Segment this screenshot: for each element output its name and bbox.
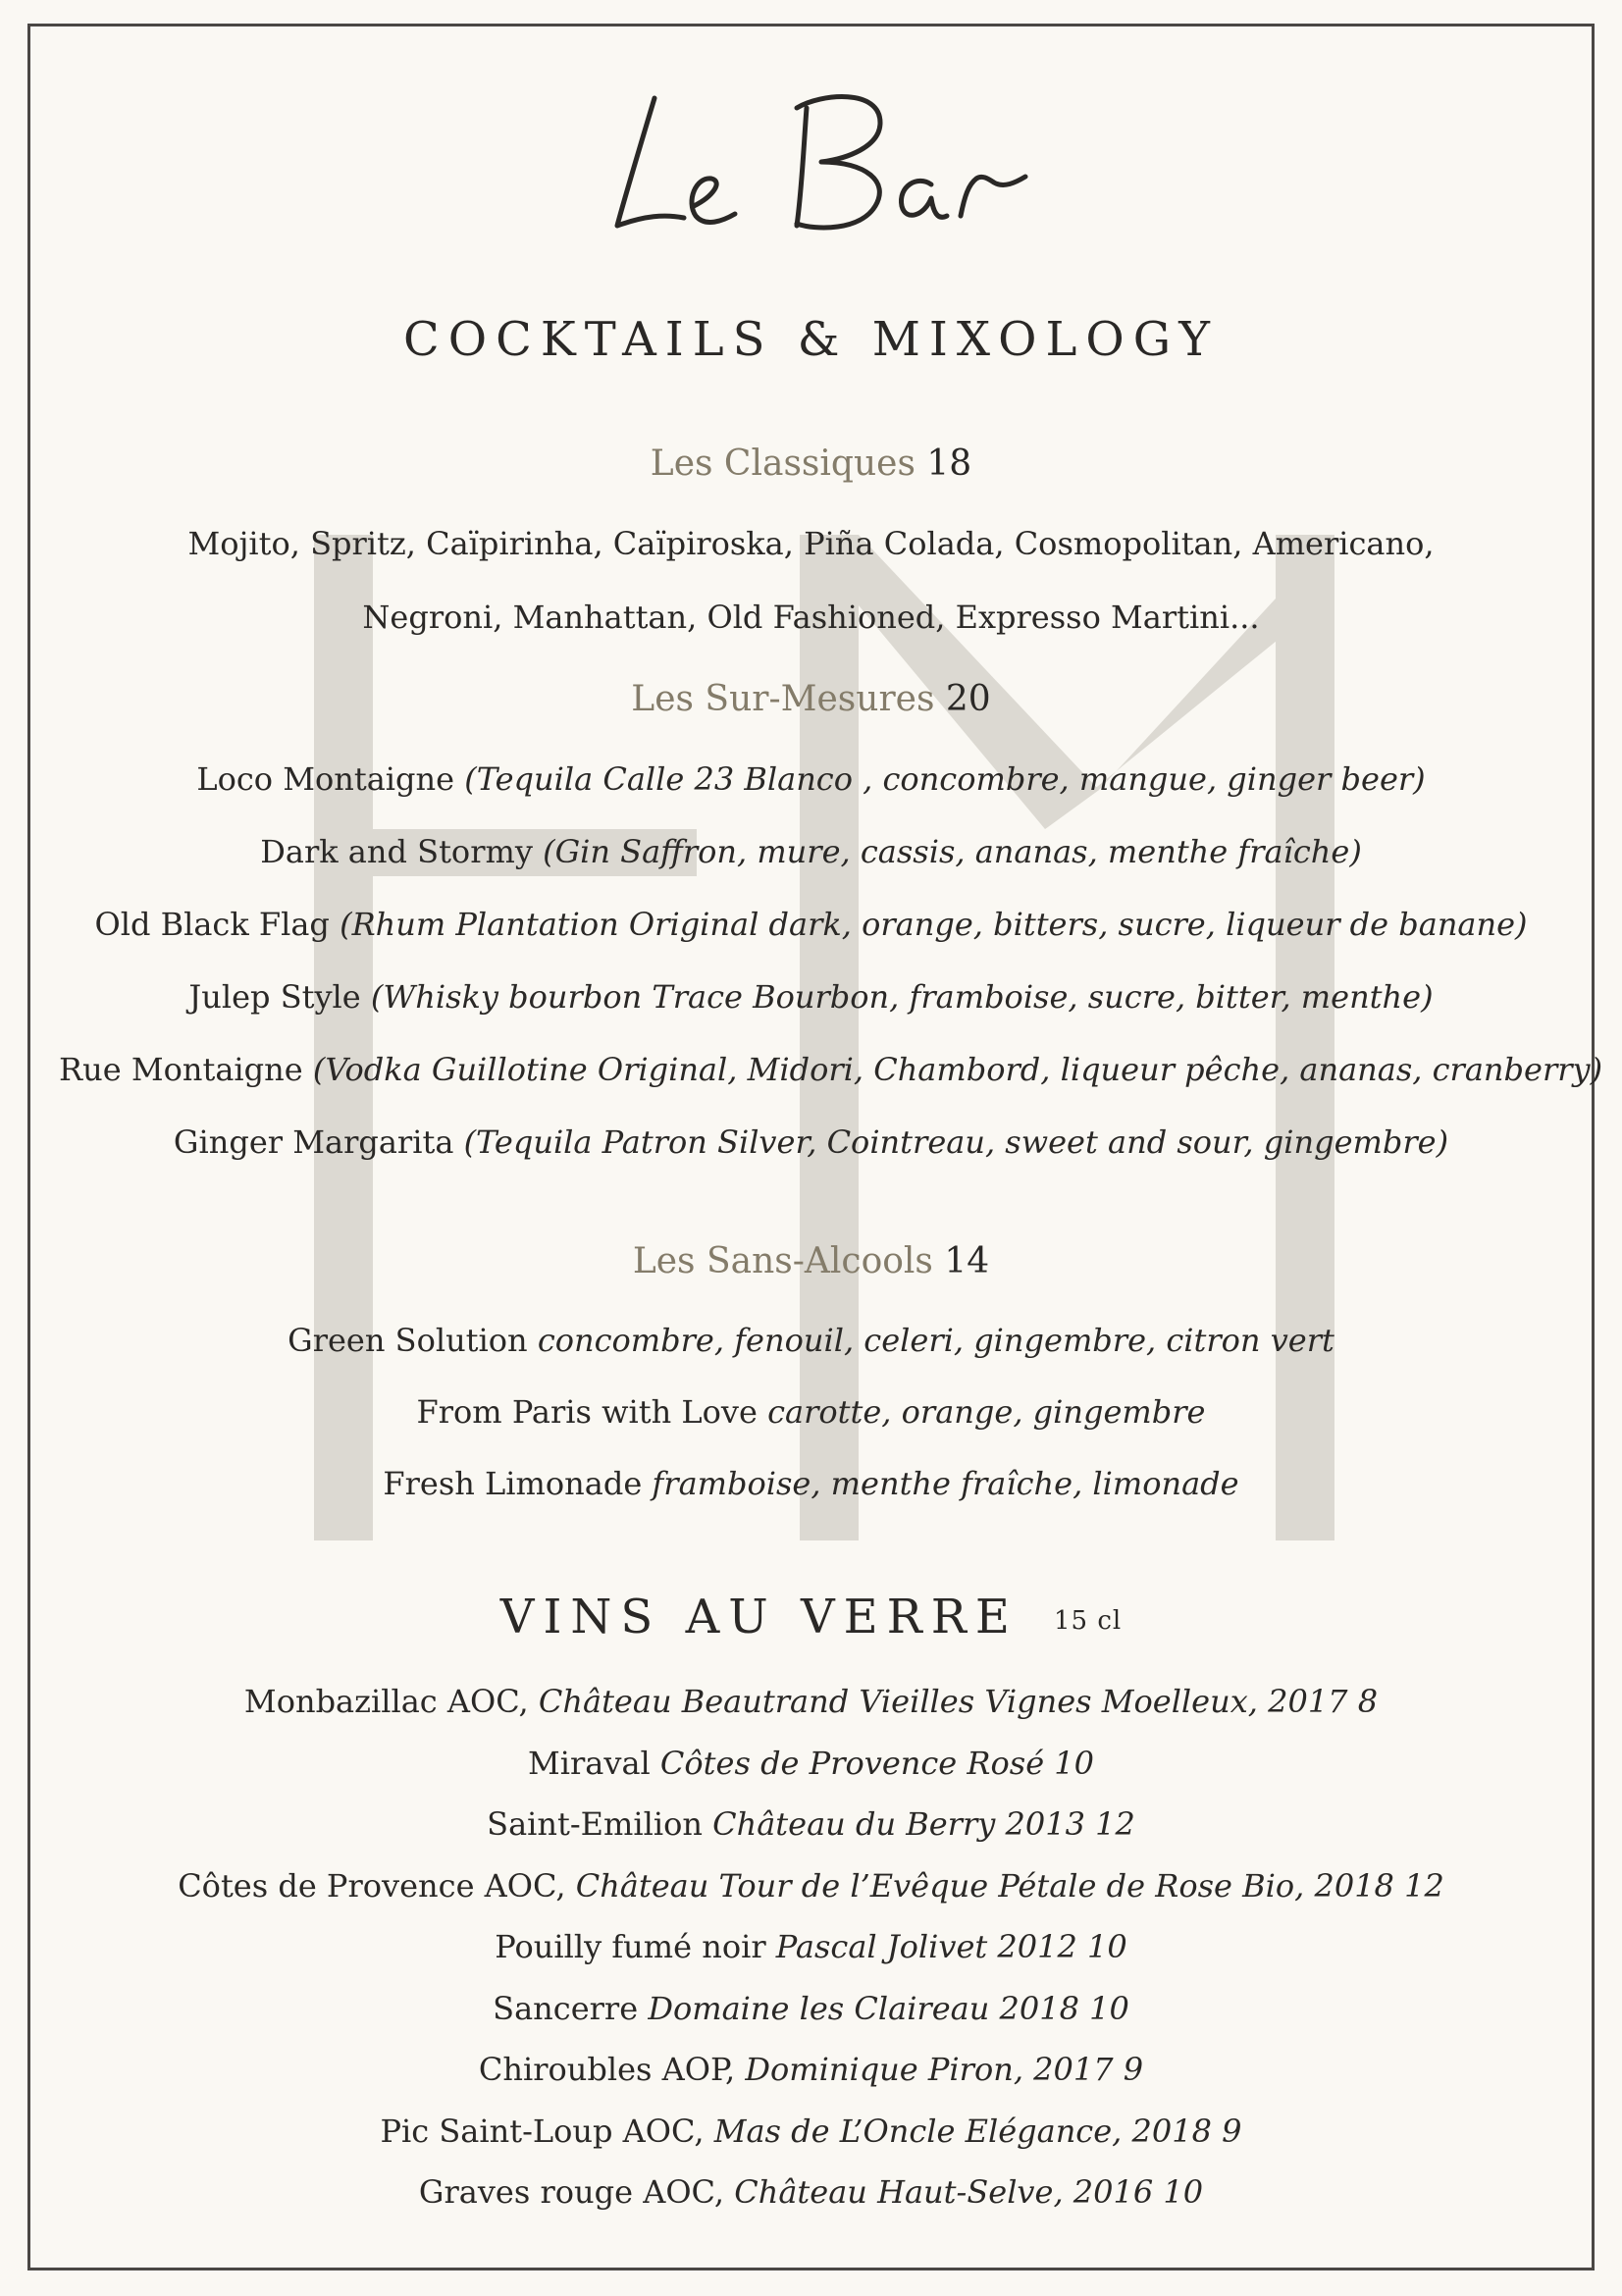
- wine-item: [59, 2051, 1563, 2088]
- wine-item: [59, 1683, 1563, 1720]
- wine-detail: Mas de L’Oncle Elégance, 2018: [713, 2113, 1212, 2150]
- wine-item: [59, 1805, 1563, 1843]
- cocktail-ingredients: (Whisky bourbon Trace Bourbon, framboise, sucre, bitter, menthe): [370, 978, 1434, 1016]
- mocktail-name: From Paris with Love: [416, 1393, 768, 1431]
- wine-detail: Château Beautrand Vieilles Vignes Moelleux, 2017: [538, 1683, 1348, 1720]
- cocktail-ingredients: (Rhum Plantation Original dark, orange, bitters, sucre, liqueur de banane): [340, 906, 1528, 943]
- cocktail-name: Loco Montaigne: [196, 760, 465, 798]
- section-name: Les Sans-Alcools: [632, 1241, 933, 1281]
- wine-item: [59, 1867, 1563, 1905]
- cocktail-name: Rue Montaigne: [59, 1051, 313, 1088]
- wine-detail: Dominique Piron, 2017: [745, 2051, 1114, 2088]
- cocktails-heading: COCKTAILS & MIXOLOGY: [403, 312, 1219, 367]
- cocktail-ingredients: (Tequila Calle 23 Blanco , concombre, mangue, ginger beer): [464, 760, 1426, 798]
- cocktail-item: [59, 1123, 1563, 1161]
- wine-item: [59, 1745, 1563, 1782]
- wine-price: 10: [1087, 1928, 1127, 1965]
- section-sur-mesures: [59, 679, 1563, 719]
- classiques-line: Negroni, Manhattan, Old Fashioned, Expresso Martini...: [362, 599, 1260, 636]
- cocktail-name: Old Black Flag: [94, 906, 340, 943]
- wine-price: 10: [1089, 1990, 1129, 2027]
- wine-name: Pic Saint-Loup AOC,: [380, 2113, 714, 2150]
- wine-price: 9: [1222, 2113, 1242, 2150]
- wine-price: 8: [1357, 1683, 1379, 1720]
- wine-name: Saint-Emilion: [487, 1805, 713, 1843]
- cocktail-item: [59, 978, 1563, 1016]
- cocktail-ingredients: (Tequila Patron Silver, Cointreau, sweet and sour, gingembre): [463, 1123, 1449, 1161]
- section-name: Les Sur-Mesures: [631, 679, 935, 719]
- wine-name: Chiroubles AOP,: [478, 2051, 746, 2088]
- classiques-line: Mojito, Spritz, Caïpirinha, Caïpiroska, Piña Colada, Cosmopolitan, Americano,: [187, 525, 1435, 562]
- wine-detail: Domaine les Claireau 2018: [648, 1990, 1079, 2027]
- section-price: 14: [944, 1241, 990, 1281]
- wine-name: Sancerre: [493, 1990, 649, 2027]
- mocktail-name: Green Solution: [288, 1322, 538, 1359]
- wine-price: 12: [1404, 1867, 1444, 1905]
- wine-price: 10: [1163, 2173, 1204, 2211]
- mocktail-name: Fresh Limonade: [383, 1465, 653, 1502]
- wine-detail: Pascal Jolivet 2012: [775, 1928, 1077, 1965]
- wine-name: Miraval: [527, 1745, 660, 1782]
- cocktail-name: Julep Style: [188, 978, 371, 1016]
- mocktail-item: [59, 1465, 1563, 1502]
- wine-item: [59, 2173, 1563, 2211]
- cocktail-name: Ginger Margarita: [173, 1123, 464, 1161]
- cocktail-item: [59, 1051, 1603, 1088]
- menu-title: [59, 69, 1563, 265]
- mocktail-ingredients: framboise, menthe fraîche, limonade: [652, 1465, 1239, 1502]
- cocktail-ingredients: (Vodka Guillotine Original, Midori, Chambord, liqueur pêche, ananas, cranberry): [312, 1051, 1603, 1088]
- wine-detail: Château Tour de l’Evêque Pétale de Rose Bio, 2018: [575, 1867, 1394, 1905]
- mocktail-ingredients: carotte, orange, gingembre: [767, 1393, 1206, 1431]
- cocktail-ingredients: (Gin Saffron, mure, cassis, ananas, menthe fraîche): [543, 833, 1362, 870]
- wines-unit: 15 cl: [1053, 1605, 1123, 1636]
- section-price: 18: [926, 444, 972, 484]
- wine-item: [59, 1990, 1563, 2027]
- wine-name: Graves rouge AOC,: [418, 2173, 735, 2211]
- wine-name: Côtes de Provence AOC,: [178, 1867, 576, 1905]
- wine-detail: Château Haut-Selve, 2016: [734, 2173, 1154, 2211]
- wine-detail: Château du Berry 2013: [712, 1805, 1085, 1843]
- wines-heading: [59, 1590, 1563, 1644]
- cocktail-item: [59, 906, 1563, 943]
- wine-price: 10: [1054, 1745, 1095, 1782]
- cocktail-item: [59, 760, 1563, 798]
- wine-detail: Côtes de Provence Rosé: [659, 1745, 1045, 1782]
- mocktail-ingredients: concombre, fenouil, celeri, gingembre, citron vert: [537, 1322, 1334, 1359]
- cocktail-name: Dark and Stormy: [260, 833, 544, 870]
- le-bar-script-logo: [586, 69, 1037, 265]
- wines-title: VINS AU VERRE: [499, 1590, 1019, 1644]
- wine-name: Monbazillac AOC,: [243, 1683, 539, 1720]
- section-name: Les Classiques: [650, 444, 916, 484]
- mocktail-item: [59, 1393, 1563, 1431]
- wine-price: 12: [1095, 1805, 1135, 1843]
- mocktail-item: [59, 1322, 1563, 1359]
- wine-item: [59, 2113, 1563, 2150]
- cocktail-item: [59, 833, 1563, 870]
- section-sans-alcools: [59, 1241, 1563, 1281]
- wine-name: Pouilly fumé noir: [495, 1928, 776, 1965]
- wine-item: [59, 1928, 1563, 1965]
- section-classiques: [59, 444, 1563, 484]
- section-price: 20: [945, 679, 991, 719]
- wine-price: 9: [1123, 2051, 1144, 2088]
